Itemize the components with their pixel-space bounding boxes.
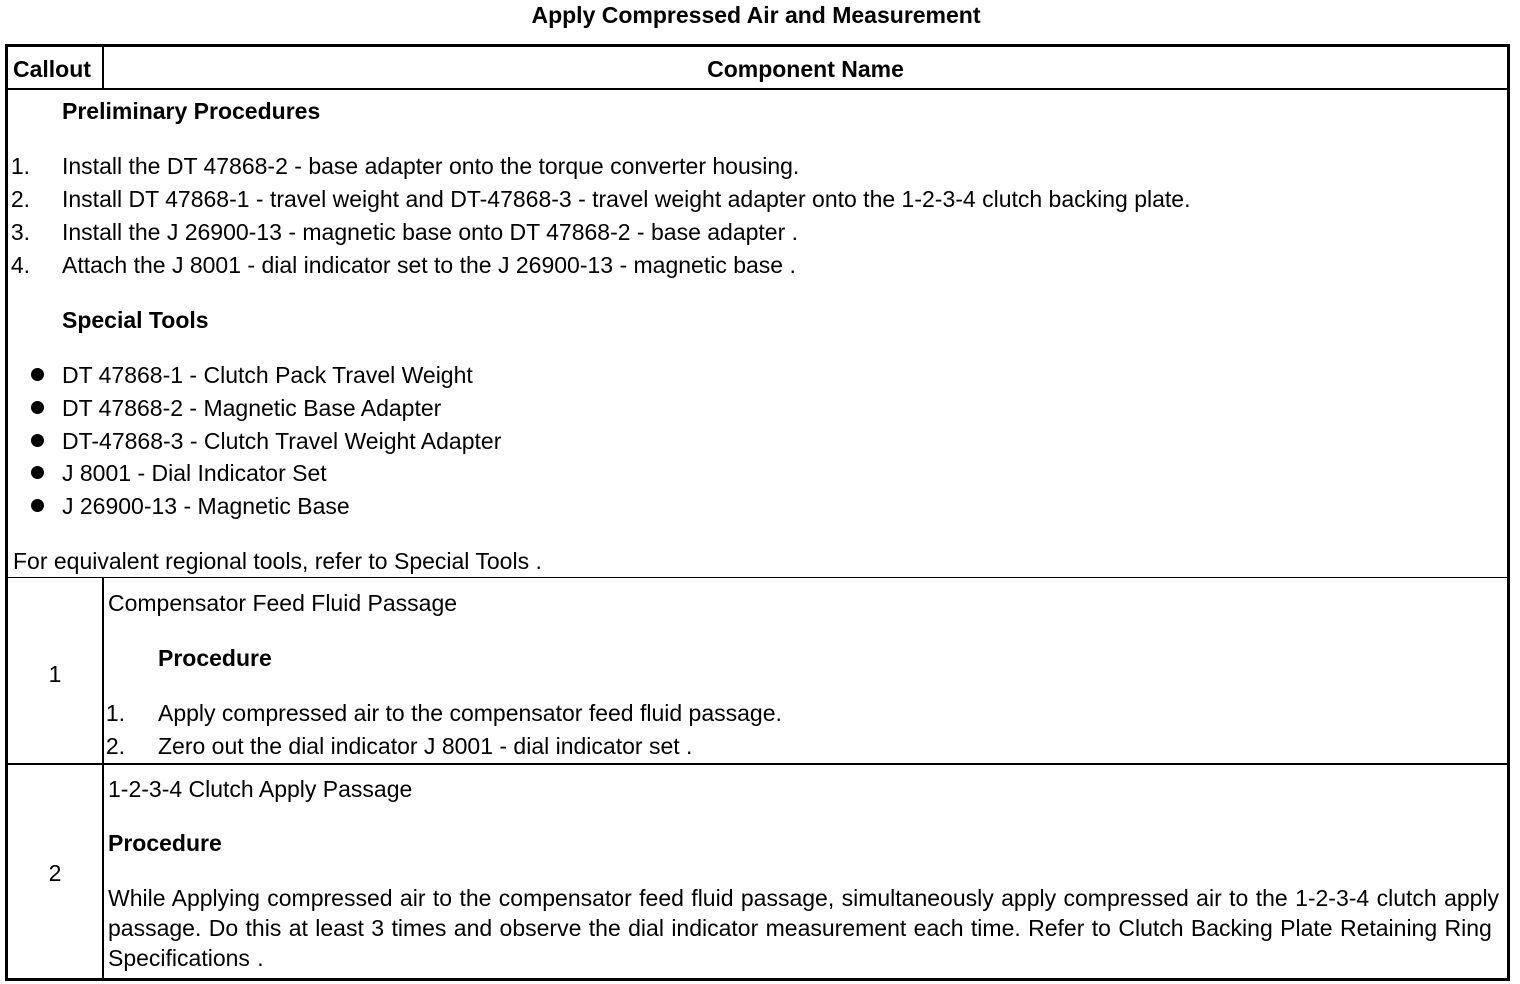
special-tools-heading: Special Tools [62,307,209,333]
procedure-heading: Procedure [158,645,272,671]
preliminary-bottom-rule [8,577,1507,578]
bullet-icon [31,466,44,479]
header-divider [102,47,104,88]
bullet-icon [31,434,44,447]
special-tool-item: DT 47868-2 - Magnetic Base Adapter [62,395,442,421]
callout-column-divider [102,578,104,978]
header-bottom-rule [8,88,1507,90]
special-tool-item: DT-47868-3 - Clutch Travel Weight Adapter [62,428,502,454]
procedure-step-number: 2. [105,733,125,759]
special-tool-item: J 8001 - Dial Indicator Set [62,460,327,486]
prelim-step-text: Install the J 26900-13 - magnetic base onto DT 47868-2 - base adapter . [62,219,799,245]
prelim-step-number: 2. [10,186,30,212]
prelim-step-number: 4. [10,252,30,278]
header-component-name: Component Name [707,56,904,82]
callout-number: 1 [48,661,62,687]
procedure-step-number: 1. [105,700,125,726]
header-callout: Callout [13,56,91,82]
bullet-icon [31,401,44,414]
component-name: Compensator Feed Fluid Passage [108,590,458,616]
prelim-step-text: Attach the J 8001 - dial indicator set to the J 26900-13 - magnetic base . [62,252,796,278]
special-tool-item: J 26900-13 - Magnetic Base [62,493,350,519]
bullet-icon [31,499,44,512]
prelim-step-text: Install the DT 47868-2 - base adapter onto the torque converter housing. [62,153,800,179]
procedure-paragraph: While Applying compressed air to the compensator feed fluid passage, simultaneously apply compressed air to the 1-2-3-4 clutch apply passage. Do this at least 3 times and observe the dial indicator measurement each time. Refer to Clutch Backing Plate Retaining Ring Specifications . [108,885,1500,971]
row-divider [8,763,1507,765]
prelim-step-text: Install DT 47868-1 - travel weight and DT-47868-3 - travel weight adapter onto the 1-2-3-4 clutch backing plate. [62,186,1191,212]
bullet-icon [31,368,44,381]
prelim-step-number: 1. [10,153,30,179]
preliminary-heading: Preliminary Procedures [62,98,321,124]
component-name: 1-2-3-4 Clutch Apply Passage [108,776,413,802]
special-tool-item: DT 47868-1 - Clutch Pack Travel Weight [62,362,473,388]
procedure-heading: Procedure [108,830,222,856]
procedure-step-text: Zero out the dial indicator J 8001 - dial indicator set . [158,733,693,759]
component-table [5,44,1510,981]
procedure-step-text: Apply compressed air to the compensator feed fluid passage. [158,700,782,726]
regional-tools-note: For equivalent regional tools, refer to Special Tools . [13,548,542,574]
prelim-step-number: 3. [10,219,30,245]
document-title: Apply Compressed Air and Measurement [531,2,981,28]
callout-number: 2 [48,860,62,886]
